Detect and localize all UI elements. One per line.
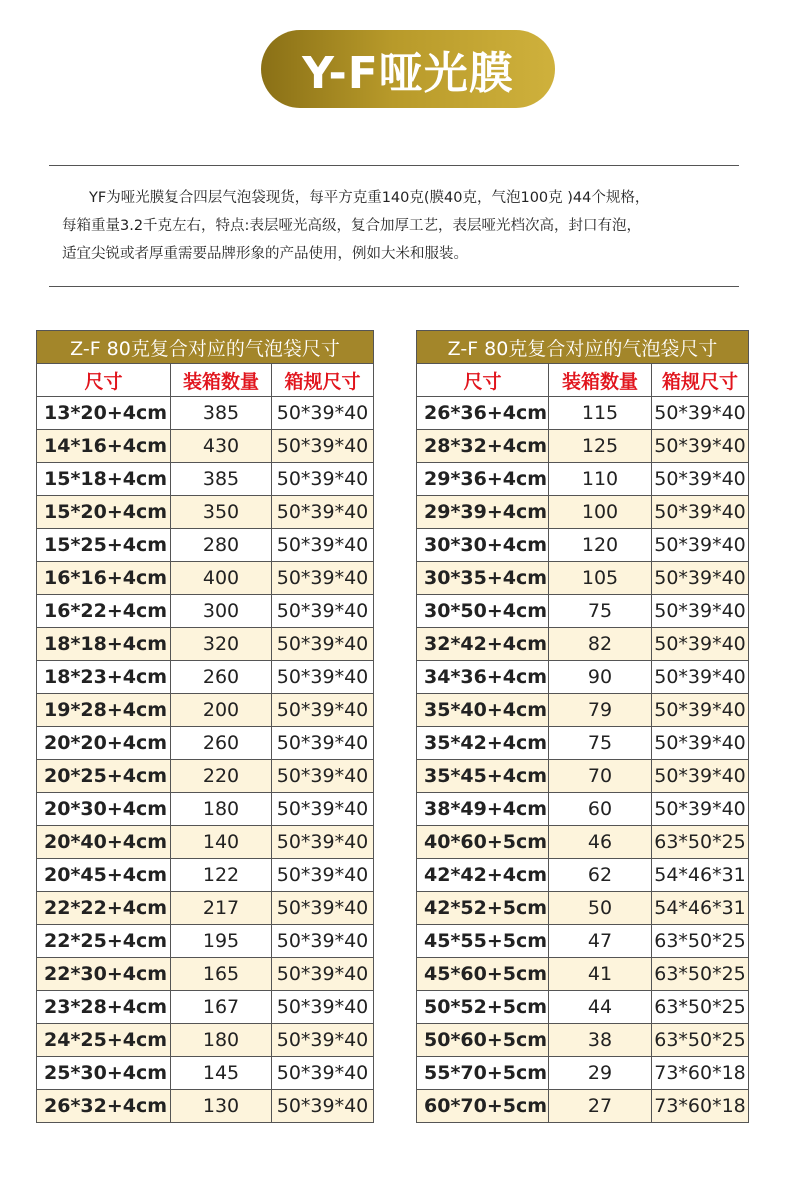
size-cell: 38*49+4cm <box>417 793 549 826</box>
size-cell: 60*70+5cm <box>417 1090 549 1123</box>
table-row <box>37 892 374 925</box>
size-cell: 40*60+5cm <box>417 826 549 859</box>
size-cell: 18*18+4cm <box>37 628 171 661</box>
divider-top <box>49 165 739 166</box>
carton-size-cell: 50*39*40 <box>272 760 374 793</box>
table-header-row <box>37 364 374 397</box>
carton-size-cell: 54*46*31 <box>652 859 749 892</box>
table-row <box>417 1057 749 1090</box>
size-cell: 55*70+5cm <box>417 1057 549 1090</box>
size-cell: 42*42+4cm <box>417 859 549 892</box>
quantity-cell: 105 <box>549 562 652 595</box>
table-row <box>37 430 374 463</box>
size-cell: 15*18+4cm <box>37 463 171 496</box>
column-header: 装箱数量 <box>171 364 272 397</box>
size-cell: 25*30+4cm <box>37 1057 171 1090</box>
table-row <box>417 1024 749 1057</box>
size-cell: 18*23+4cm <box>37 661 171 694</box>
table-row <box>37 397 374 430</box>
column-header: 装箱数量 <box>549 364 652 397</box>
table-row <box>37 529 374 562</box>
quantity-cell: 200 <box>171 694 272 727</box>
carton-size-cell: 63*50*25 <box>652 991 749 1024</box>
table-row <box>417 397 749 430</box>
table-row <box>37 826 374 859</box>
carton-size-cell: 50*39*40 <box>652 397 749 430</box>
quantity-cell: 300 <box>171 595 272 628</box>
carton-size-cell: 50*39*40 <box>652 628 749 661</box>
description-line: 适宜尖锐或者厚重需要品牌形象的产品使用，例如大米和服装。 <box>62 246 468 262</box>
table-row <box>37 991 374 1024</box>
table-row <box>37 958 374 991</box>
quantity-cell: 260 <box>171 727 272 760</box>
carton-size-cell: 50*39*40 <box>272 892 374 925</box>
table-row <box>417 925 749 958</box>
column-header: 尺寸 <box>37 364 171 397</box>
size-cell: 28*32+4cm <box>417 430 549 463</box>
carton-size-cell: 50*39*40 <box>272 991 374 1024</box>
size-cell: 34*36+4cm <box>417 661 549 694</box>
quantity-cell: 29 <box>549 1057 652 1090</box>
size-cell: 20*45+4cm <box>37 859 171 892</box>
quantity-cell: 220 <box>171 760 272 793</box>
size-cell: 24*25+4cm <box>37 1024 171 1057</box>
description-line: YF为哑光膜复合四层气泡袋现货，每平方克重140克(膜40克，气泡100克 )44个规格， <box>89 190 650 206</box>
carton-size-cell: 63*50*25 <box>652 1024 749 1057</box>
carton-size-cell: 50*39*40 <box>272 661 374 694</box>
column-header: 箱规尺寸 <box>652 364 749 397</box>
size-cell: 30*30+4cm <box>417 529 549 562</box>
size-cell: 50*60+5cm <box>417 1024 549 1057</box>
size-cell: 22*25+4cm <box>37 925 171 958</box>
carton-size-cell: 50*39*40 <box>652 694 749 727</box>
size-cell: 13*20+4cm <box>37 397 171 430</box>
quantity-cell: 320 <box>171 628 272 661</box>
carton-size-cell: 50*39*40 <box>652 562 749 595</box>
carton-size-cell: 50*39*40 <box>272 430 374 463</box>
quantity-cell: 50 <box>549 892 652 925</box>
carton-size-cell: 50*39*40 <box>272 958 374 991</box>
table-row <box>37 859 374 892</box>
table-row <box>417 727 749 760</box>
quantity-cell: 195 <box>171 925 272 958</box>
size-cell: 14*16+4cm <box>37 430 171 463</box>
carton-size-cell: 50*39*40 <box>272 925 374 958</box>
page-title: Y-F哑光膜 <box>302 48 514 99</box>
quantity-cell: 165 <box>171 958 272 991</box>
product-description <box>62 184 730 268</box>
quantity-cell: 60 <box>549 793 652 826</box>
quantity-cell: 122 <box>171 859 272 892</box>
table-row <box>417 826 749 859</box>
table-row <box>417 529 749 562</box>
table-row <box>37 661 374 694</box>
size-cell: 22*22+4cm <box>37 892 171 925</box>
size-table-right <box>416 330 749 1123</box>
table-row <box>37 694 374 727</box>
table-row <box>417 595 749 628</box>
carton-size-cell: 73*60*18 <box>652 1090 749 1123</box>
table-header-row <box>417 364 749 397</box>
table-title: Z-F 80克复合对应的气泡袋尺寸 <box>37 331 374 364</box>
column-header: 箱规尺寸 <box>272 364 374 397</box>
table-row <box>417 760 749 793</box>
table-title: Z-F 80克复合对应的气泡袋尺寸 <box>417 331 749 364</box>
carton-size-cell: 50*39*40 <box>652 760 749 793</box>
table-row <box>417 661 749 694</box>
carton-size-cell: 50*39*40 <box>272 793 374 826</box>
table-row <box>417 463 749 496</box>
size-cell: 15*20+4cm <box>37 496 171 529</box>
table-row <box>417 958 749 991</box>
table-row <box>37 496 374 529</box>
table-row <box>417 793 749 826</box>
quantity-cell: 385 <box>171 397 272 430</box>
quantity-cell: 400 <box>171 562 272 595</box>
carton-size-cell: 50*39*40 <box>652 661 749 694</box>
carton-size-cell: 63*50*25 <box>652 925 749 958</box>
quantity-cell: 180 <box>171 1024 272 1057</box>
carton-size-cell: 50*39*40 <box>652 793 749 826</box>
quantity-cell: 79 <box>549 694 652 727</box>
quantity-cell: 62 <box>549 859 652 892</box>
size-cell: 15*25+4cm <box>37 529 171 562</box>
table-row <box>37 727 374 760</box>
table-row <box>417 562 749 595</box>
table-row <box>37 595 374 628</box>
carton-size-cell: 50*39*40 <box>272 496 374 529</box>
size-cell: 20*25+4cm <box>37 760 171 793</box>
carton-size-cell: 50*39*40 <box>272 826 374 859</box>
carton-size-cell: 50*39*40 <box>272 595 374 628</box>
quantity-cell: 75 <box>549 727 652 760</box>
size-cell: 16*16+4cm <box>37 562 171 595</box>
table-row <box>37 760 374 793</box>
carton-size-cell: 50*39*40 <box>652 430 749 463</box>
quantity-cell: 75 <box>549 595 652 628</box>
quantity-cell: 70 <box>549 760 652 793</box>
quantity-cell: 46 <box>549 826 652 859</box>
quantity-cell: 38 <box>549 1024 652 1057</box>
table-row <box>417 628 749 661</box>
size-cell: 22*30+4cm <box>37 958 171 991</box>
quantity-cell: 217 <box>171 892 272 925</box>
carton-size-cell: 50*39*40 <box>272 694 374 727</box>
carton-size-cell: 50*39*40 <box>272 628 374 661</box>
divider-bottom <box>49 286 739 287</box>
quantity-cell: 180 <box>171 793 272 826</box>
quantity-cell: 115 <box>549 397 652 430</box>
quantity-cell: 385 <box>171 463 272 496</box>
quantity-cell: 110 <box>549 463 652 496</box>
quantity-cell: 130 <box>171 1090 272 1123</box>
size-cell: 20*40+4cm <box>37 826 171 859</box>
size-cell: 42*52+5cm <box>417 892 549 925</box>
quantity-cell: 100 <box>549 496 652 529</box>
column-header: 尺寸 <box>417 364 549 397</box>
quantity-cell: 90 <box>549 661 652 694</box>
size-cell: 19*28+4cm <box>37 694 171 727</box>
carton-size-cell: 73*60*18 <box>652 1057 749 1090</box>
carton-size-cell: 63*50*25 <box>652 826 749 859</box>
carton-size-cell: 50*39*40 <box>272 1057 374 1090</box>
table-row <box>37 463 374 496</box>
size-cell: 35*42+4cm <box>417 727 549 760</box>
carton-size-cell: 50*39*40 <box>652 595 749 628</box>
quantity-cell: 44 <box>549 991 652 1024</box>
quantity-cell: 125 <box>549 430 652 463</box>
size-cell: 20*30+4cm <box>37 793 171 826</box>
table-row <box>37 925 374 958</box>
size-cell: 35*45+4cm <box>417 760 549 793</box>
quantity-cell: 27 <box>549 1090 652 1123</box>
size-cell: 29*39+4cm <box>417 496 549 529</box>
quantity-cell: 280 <box>171 529 272 562</box>
size-cell: 45*60+5cm <box>417 958 549 991</box>
carton-size-cell: 50*39*40 <box>652 463 749 496</box>
carton-size-cell: 50*39*40 <box>652 496 749 529</box>
table-row <box>417 430 749 463</box>
table-row <box>37 628 374 661</box>
carton-size-cell: 50*39*40 <box>272 397 374 430</box>
quantity-cell: 82 <box>549 628 652 661</box>
size-cell: 29*36+4cm <box>417 463 549 496</box>
carton-size-cell: 54*46*31 <box>652 892 749 925</box>
size-cell: 35*40+4cm <box>417 694 549 727</box>
carton-size-cell: 50*39*40 <box>272 1024 374 1057</box>
size-cell: 45*55+5cm <box>417 925 549 958</box>
size-cell: 26*36+4cm <box>417 397 549 430</box>
description-line: 每箱重量3.2千克左右，特点:表层哑光高级，复合加厚工艺，表层哑光档次高，封口有泡， <box>62 218 641 234</box>
carton-size-cell: 50*39*40 <box>272 529 374 562</box>
carton-size-cell: 63*50*25 <box>652 958 749 991</box>
size-cell: 26*32+4cm <box>37 1090 171 1123</box>
table-row <box>417 859 749 892</box>
size-table-left <box>36 330 374 1123</box>
quantity-cell: 145 <box>171 1057 272 1090</box>
table-row <box>37 1090 374 1123</box>
table-row <box>37 562 374 595</box>
quantity-cell: 430 <box>171 430 272 463</box>
size-cell: 50*52+5cm <box>417 991 549 1024</box>
carton-size-cell: 50*39*40 <box>272 463 374 496</box>
table-row <box>417 892 749 925</box>
size-cell: 23*28+4cm <box>37 991 171 1024</box>
quantity-cell: 120 <box>549 529 652 562</box>
quantity-cell: 167 <box>171 991 272 1024</box>
carton-size-cell: 50*39*40 <box>272 727 374 760</box>
quantity-cell: 140 <box>171 826 272 859</box>
quantity-cell: 47 <box>549 925 652 958</box>
table-row <box>417 991 749 1024</box>
table-row <box>417 1090 749 1123</box>
carton-size-cell: 50*39*40 <box>272 562 374 595</box>
table-row <box>417 496 749 529</box>
carton-size-cell: 50*39*40 <box>652 529 749 562</box>
table-row <box>37 1024 374 1057</box>
size-cell: 16*22+4cm <box>37 595 171 628</box>
size-cell: 30*50+4cm <box>417 595 549 628</box>
table-row <box>37 1057 374 1090</box>
size-cell: 20*20+4cm <box>37 727 171 760</box>
size-cell: 32*42+4cm <box>417 628 549 661</box>
quantity-cell: 41 <box>549 958 652 991</box>
carton-size-cell: 50*39*40 <box>652 727 749 760</box>
size-cell: 30*35+4cm <box>417 562 549 595</box>
quantity-cell: 350 <box>171 496 272 529</box>
title-banner <box>261 30 555 108</box>
carton-size-cell: 50*39*40 <box>272 1090 374 1123</box>
table-row <box>417 694 749 727</box>
quantity-cell: 260 <box>171 661 272 694</box>
carton-size-cell: 50*39*40 <box>272 859 374 892</box>
table-row <box>37 793 374 826</box>
